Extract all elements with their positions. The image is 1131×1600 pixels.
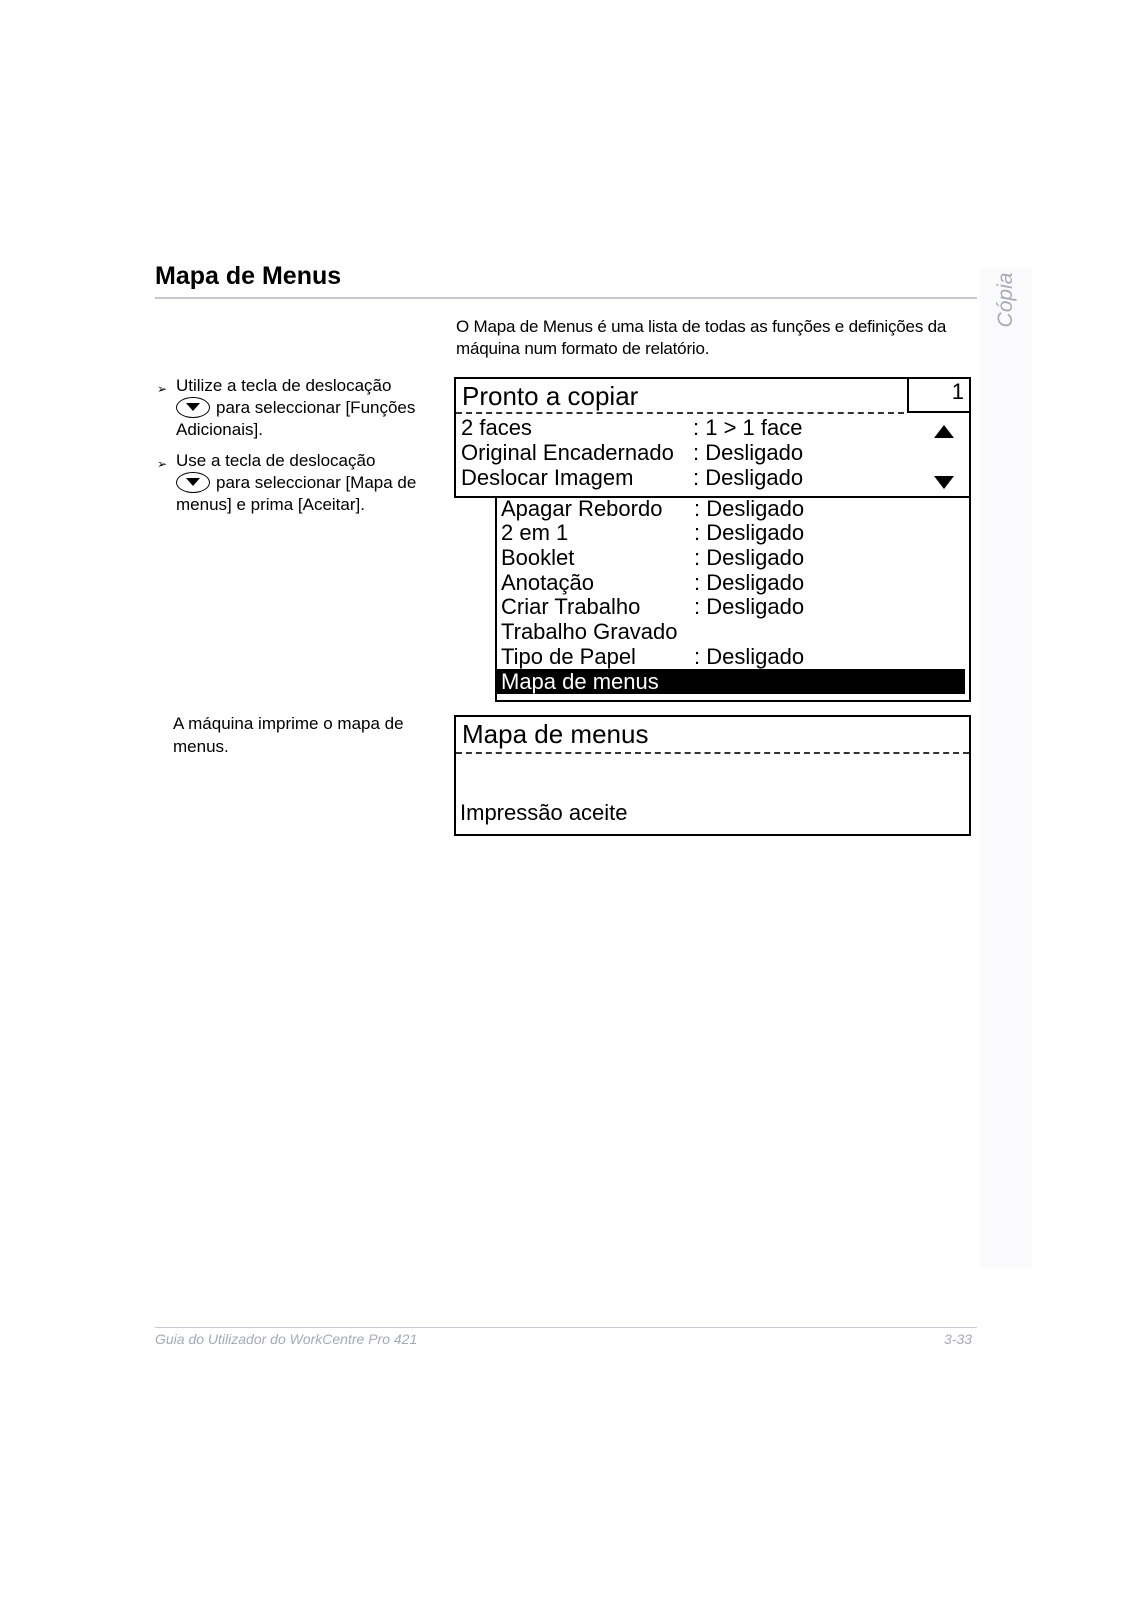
list-item-value: : Desligado bbox=[694, 594, 805, 619]
list-item-selected[interactable] bbox=[497, 669, 965, 694]
scroll-down-key-icon bbox=[176, 472, 210, 493]
instruction-step bbox=[157, 450, 422, 516]
list-item-label: Trabalho Gravado bbox=[501, 619, 678, 644]
scroll-down-key-icon bbox=[176, 397, 210, 418]
side-tab-label: Cópia bbox=[994, 272, 1017, 328]
lcd-screen-menu-map bbox=[454, 715, 971, 836]
step-text: Utilize a tecla de deslocação bbox=[176, 376, 392, 395]
list-item-label: 2 em 1 bbox=[501, 520, 569, 545]
lcd-screen-ready bbox=[454, 377, 971, 498]
screen-title: Pronto a copiar bbox=[462, 381, 639, 411]
copy-count-box bbox=[907, 377, 971, 413]
scroll-up-icon[interactable] bbox=[934, 425, 954, 438]
footer-guide-title: Guia do Utilizador do WorkCentre Pro 421 bbox=[155, 1331, 418, 1347]
setting-value: : 1 > 1 face bbox=[693, 415, 803, 440]
list-item[interactable] bbox=[501, 496, 805, 521]
list-item-label: Apagar Rebordo bbox=[501, 496, 663, 521]
list-item[interactable] bbox=[501, 594, 805, 619]
list-item-value: : Desligado bbox=[694, 520, 805, 545]
list-item-label: Criar Trabalho bbox=[501, 594, 641, 619]
list-item-value: : Desligado bbox=[694, 644, 805, 669]
function-list bbox=[495, 496, 971, 702]
scroll-down-icon[interactable] bbox=[934, 476, 954, 489]
list-item[interactable] bbox=[501, 520, 805, 545]
instruction-step bbox=[157, 375, 422, 441]
setting-row[interactable] bbox=[461, 415, 803, 441]
list-item-label: Mapa de menus bbox=[501, 669, 659, 694]
page-title: Mapa de Menus bbox=[155, 262, 342, 290]
step-text-continued: para seleccionar [Funções Adicionais]. bbox=[176, 398, 416, 439]
setting-row[interactable] bbox=[461, 440, 804, 466]
list-item[interactable] bbox=[501, 644, 805, 669]
list-item-label: Tipo de Papel bbox=[501, 644, 636, 669]
setting-label: 2 faces bbox=[461, 415, 532, 440]
list-item[interactable] bbox=[501, 570, 805, 595]
result-note: A máquina imprime o mapa de menus. bbox=[173, 714, 404, 756]
intro-text: O Mapa de Menus é uma lista de todas as funções e definições da máquina num formato de relatório. bbox=[456, 317, 947, 358]
footer-divider bbox=[155, 1327, 977, 1328]
list-item-value: : Desligado bbox=[694, 545, 805, 570]
dashed-divider bbox=[456, 412, 904, 414]
list-item[interactable] bbox=[501, 545, 805, 570]
step-text: Use a tecla de deslocação bbox=[176, 451, 376, 470]
side-tab bbox=[980, 268, 1032, 1268]
bullet-icon: ➢ bbox=[157, 382, 168, 396]
list-item[interactable] bbox=[501, 619, 678, 644]
setting-row[interactable] bbox=[461, 465, 804, 491]
list-item-label: Anotação bbox=[501, 570, 594, 595]
list-item-value: : Desligado bbox=[694, 496, 805, 521]
list-item-value: : Desligado bbox=[694, 570, 805, 595]
title-divider bbox=[155, 297, 977, 299]
setting-value: : Desligado bbox=[693, 465, 804, 490]
step-text-continued: para seleccionar [Mapa de menus] e prima [Aceitar]. bbox=[176, 473, 417, 514]
copy-count: 1 bbox=[951, 379, 964, 404]
list-item-label: Booklet bbox=[501, 545, 575, 570]
setting-label: Deslocar Imagem bbox=[461, 465, 634, 490]
status-message: Impressão aceite bbox=[460, 800, 628, 825]
page-number: 3-33 bbox=[944, 1331, 973, 1347]
setting-label: Original Encadernado bbox=[461, 440, 674, 465]
setting-value: : Desligado bbox=[693, 440, 804, 465]
bullet-icon: ➢ bbox=[157, 457, 168, 471]
dashed-divider bbox=[456, 752, 969, 754]
screen-title: Mapa de menus bbox=[462, 719, 649, 749]
